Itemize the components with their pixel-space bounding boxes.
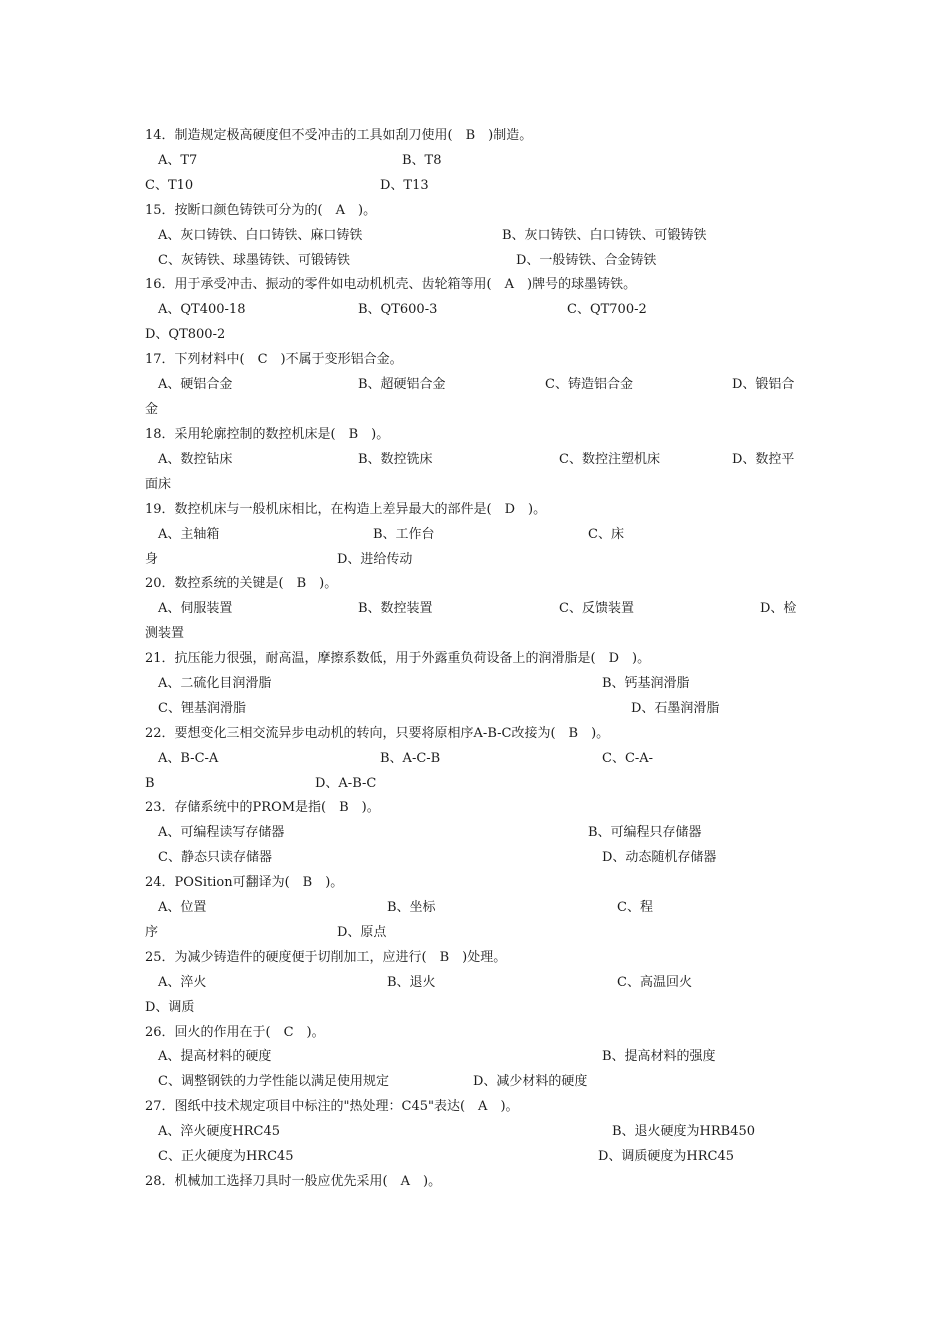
question-21: 21．抗压能力很强，耐高温，摩擦系数低，用于外露重负荷设备上的润滑脂是( D )。 (145, 651, 651, 666)
option-a: A、二硫化目润滑脂 (158, 676, 272, 691)
option-c-continued: 身 (145, 552, 159, 567)
option-d: D、石墨润滑脂 (631, 701, 720, 716)
option-a: A、B-C-A (158, 751, 219, 766)
option-d: D、调质硬度为HRC45 (598, 1149, 735, 1164)
option-b: B、灰口铸铁、白口铸铁、可锻铸铁 (502, 228, 707, 243)
option-d: D、数控平 (732, 452, 795, 467)
option-b: B、工作台 (373, 527, 435, 542)
option-d: D、调质 (145, 1000, 195, 1015)
option-d: D、检 (760, 601, 797, 616)
option-b: B、可编程只存储器 (588, 825, 702, 840)
option-d: D、A-B-C (315, 776, 377, 791)
question-20: 20．数控系统的关键是( B )。 (145, 576, 338, 591)
option-b: B、数控铣床 (358, 452, 433, 467)
option-d-continued: 金 (145, 402, 159, 417)
option-a: A、提高材料的硬度 (158, 1049, 272, 1064)
option-d: D、进给传动 (337, 552, 413, 567)
option-c: C、静态只读存储器 (158, 850, 272, 865)
option-c-continued: 序 (145, 925, 159, 940)
option-c: C、正火硬度为HRC45 (158, 1149, 294, 1164)
option-c: C、C-A- (602, 751, 654, 766)
option-b: B、钙基润滑脂 (602, 676, 690, 691)
option-d: D、QT800-2 (145, 327, 226, 342)
option-a: A、硬铝合金 (158, 377, 233, 392)
option-c: C、调整钢铁的力学性能以满足使用规定 (158, 1074, 389, 1089)
option-a: A、可编程读写存储器 (158, 825, 285, 840)
option-d: D、锻铝合 (732, 377, 795, 392)
option-a: A、淬火 (158, 975, 207, 990)
question-17: 17．下列材料中( C )不属于变形铝合金。 (145, 352, 403, 367)
question-26: 26．回火的作用在于( C )。 (145, 1025, 325, 1040)
option-c-continued: B (145, 776, 155, 791)
option-b: B、坐标 (387, 900, 436, 915)
option-d: D、一般铸铁、合金铸铁 (516, 253, 657, 268)
option-d: D、减少材料的硬度 (473, 1074, 588, 1089)
option-c: C、反馈装置 (559, 601, 634, 616)
question-22: 22．要想变化三相交流异步电动机的转向，只要将原相序A-B-C改接为( B )。 (145, 726, 610, 741)
question-23: 23．存储系统中的PROM是指( B )。 (145, 800, 380, 815)
question-15: 15．按断口颜色铸铁可分为的( A )。 (145, 203, 377, 218)
option-c: C、T10 (145, 178, 194, 193)
option-b: B、数控装置 (358, 601, 433, 616)
option-a: A、QT400-18 (158, 302, 246, 317)
option-a: A、主轴箱 (158, 527, 220, 542)
option-a: A、淬火硬度HRC45 (158, 1124, 281, 1139)
option-d: D、原点 (337, 925, 387, 940)
option-a: A、位置 (158, 900, 207, 915)
option-c: C、程 (617, 900, 653, 915)
option-d-continued: 面床 (145, 477, 172, 492)
option-b: B、超硬铝合金 (358, 377, 446, 392)
option-a: A、数控钻床 (158, 452, 233, 467)
question-16: 16．用于承受冲击、振动的零件如电动机机壳、齿轮箱等用( A )牌号的球墨铸铁。 (145, 277, 637, 292)
option-c: C、灰铸铁、球墨铸铁、可锻铸铁 (158, 253, 350, 268)
option-c: C、铸造铝合金 (545, 377, 633, 392)
option-b: B、QT600-3 (358, 302, 438, 317)
option-c: C、高温回火 (617, 975, 692, 990)
option-b: B、A-C-B (380, 751, 441, 766)
question-14: 14．制造规定极高硬度但不受冲击的工具如刮刀使用( B )制造。 (145, 128, 533, 143)
question-25: 25．为减少铸造件的硬度便于切削加工，应进行( B )处理。 (145, 950, 507, 965)
question-19: 19．数控机床与一般机床相比，在构造上差异最大的部件是( D )。 (145, 502, 547, 517)
option-a: A、伺服装置 (158, 601, 233, 616)
question-28: 28．机械加工选择刀具时一般应优先采用( A )。 (145, 1174, 442, 1189)
option-c: C、床 (588, 527, 624, 542)
option-c: C、数控注塑机床 (559, 452, 660, 467)
option-c: C、锂基润滑脂 (158, 701, 246, 716)
option-c: C、QT700-2 (567, 302, 647, 317)
question-18: 18．采用轮廓控制的数控机床是( B )。 (145, 427, 390, 442)
question-27: 27．图纸中技术规定项目中标注的"热处理：C45"表达( A )。 (145, 1099, 519, 1114)
option-d: D、动态随机存储器 (602, 850, 717, 865)
question-24: 24．POSition可翻译为( B )。 (145, 875, 344, 890)
option-b: B、T8 (402, 153, 442, 168)
option-a: A、T7 (158, 153, 198, 168)
option-a: A、灰口铸铁、白口铸铁、麻口铸铁 (158, 228, 363, 243)
option-b: B、退火 (387, 975, 436, 990)
option-d-continued: 测装置 (145, 626, 185, 641)
option-d: D、T13 (380, 178, 429, 193)
option-b: B、提高材料的强度 (602, 1049, 716, 1064)
option-b: B、退火硬度为HRB450 (612, 1124, 756, 1139)
